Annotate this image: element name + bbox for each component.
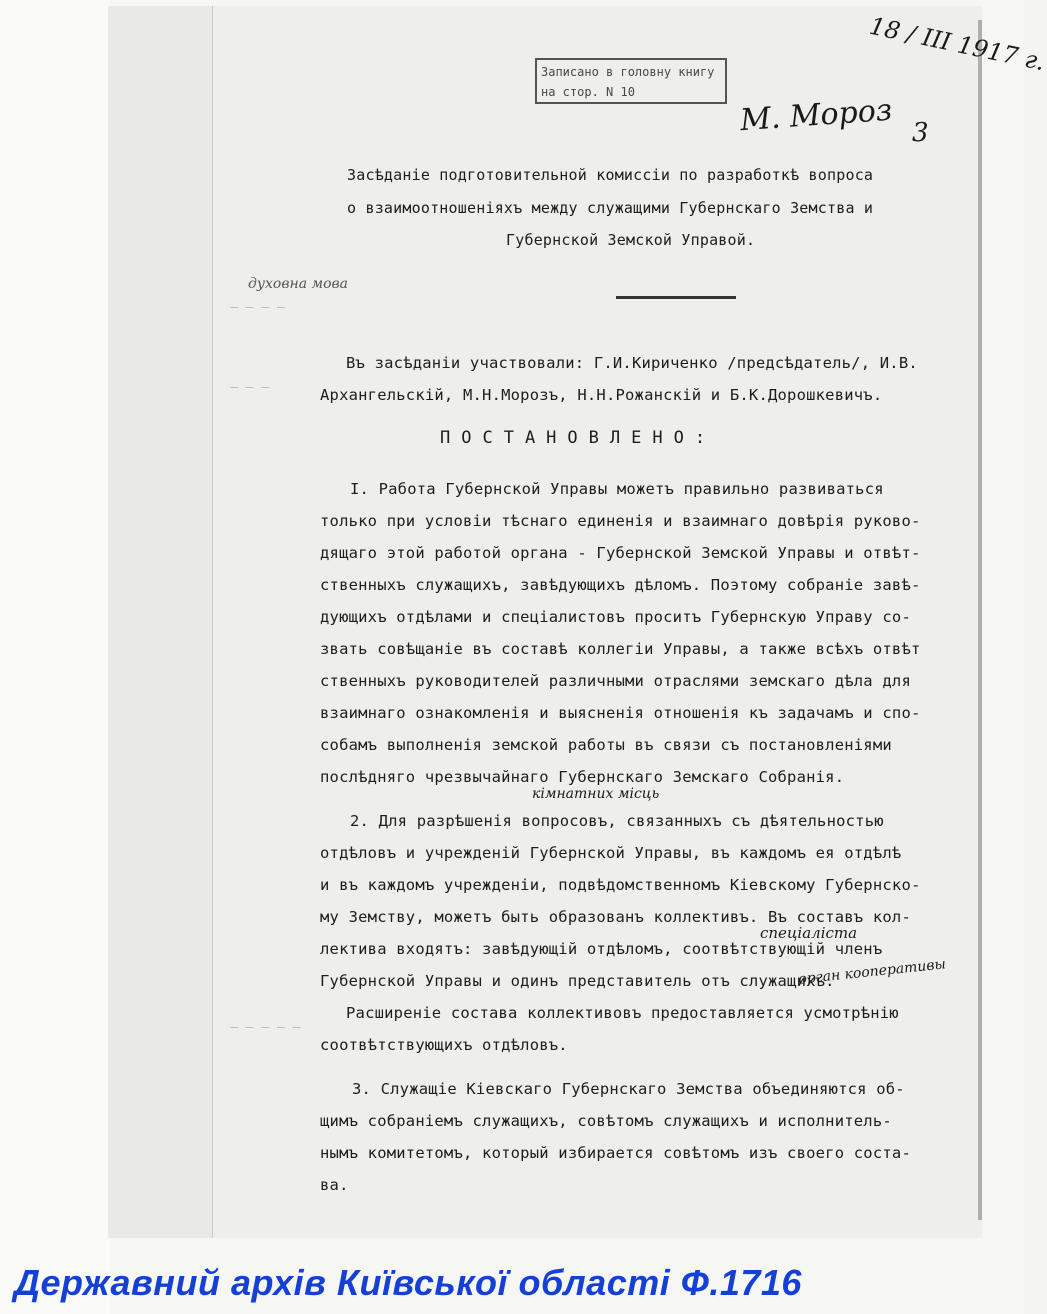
paragraph-2-line: Губернской Управы и одинъ представитель отъ служащихъ. xyxy=(320,972,835,990)
handwritten-signature: М. Мороз xyxy=(738,92,894,139)
handwritten-margin-note: духовна мова xyxy=(248,276,349,292)
participants-line: Архангельскій, М.Н.Морозъ, Н.Н.Рожанскій и Б.К.Дорошкевичъ. xyxy=(320,386,883,404)
paragraph-2-line: отдѣловъ и учрежденій Губернской Управы, въ каждомъ ея отдѣлѣ xyxy=(320,844,902,862)
handwritten-insert: орган кооперативы xyxy=(797,956,947,988)
paragraph-1-line: послѣдняго чрезвычайнаго Губернскаго Земскаго Собранія. xyxy=(320,768,845,786)
paragraph-2-line: му Земству, можетъ быть образованъ коллективъ. Въ составъ кол- xyxy=(320,908,911,926)
paragraph-1-line: ственныхъ руководителей различными отраслями земскаго дѣла для xyxy=(320,672,911,690)
paragraph-1-line: ственныхъ служащихъ, завѣдующихъ дѣломъ. Поэтому собраніе завѣ- xyxy=(320,576,921,594)
paragraph-2-line: 2. Для разрѣшенія вопросовъ, связанныхъ съ дѣятельностью xyxy=(350,812,884,830)
paragraph-1-line: только при условіи тѣснаго единенія и взаимнаго довѣрія руково- xyxy=(320,512,921,530)
handwritten-insert: кімнатних місць xyxy=(532,786,660,802)
bleed-through-text: — — — — — xyxy=(230,1020,301,1035)
archive-caption: Державний архів Київської області Ф.1716 xyxy=(14,1262,802,1303)
paragraph-1-line: I. Работа Губернской Управы можетъ правильно развиваться xyxy=(350,480,884,498)
paragraph-2-line: и въ каждомъ учрежденіи, подвѣдомственномъ Кіевскому Губернско- xyxy=(320,876,921,894)
paragraph-2-line: лектива входятъ: завѣдующій отдѣломъ, соотвѣтствующій членъ xyxy=(320,940,883,958)
paragraph-1-line: взаимнаго ознакомленія и выясненія отношенія къ задачамъ и спо- xyxy=(320,704,921,722)
paper-fold-strip xyxy=(108,6,213,1238)
paragraph-1-line: дящаго этой работой органа - Губернской Земской Управы и отвѣт- xyxy=(320,544,921,562)
document-title-line: Засѣданіе подготовительной комиссіи по разработкѣ вопроса xyxy=(347,166,874,184)
paragraph-3-line: щимъ собраніемъ служащихъ, совѣтомъ служащихъ и исполнитель- xyxy=(320,1112,892,1130)
handwritten-date: 18 / III 1917 г. xyxy=(867,11,1047,77)
document-title-line: о взаимоотношеніяхъ между служащими Губернскаго Земства и xyxy=(347,199,874,217)
stamp-line-2: на стор. N 10 xyxy=(541,85,635,99)
handwritten-sheet-number: 3 xyxy=(912,118,929,148)
bleed-through-text: — — — xyxy=(230,380,270,395)
handwritten-insert: спеціаліста xyxy=(760,924,858,942)
paragraph-1-line: звать совѣщаніе въ составѣ коллегіи Управы, а также всѣхъ отвѣт xyxy=(320,640,921,658)
paragraph-2-line: соотвѣтствующихъ отдѣловъ. xyxy=(320,1036,568,1054)
paragraph-1-line: собамъ выполненія земской работы въ связи съ постановленіями xyxy=(320,736,892,754)
scan-background xyxy=(0,0,110,1314)
stamp-line-1: Записано в головну книгу xyxy=(541,65,715,79)
document-title-line: Губернской Земской Управой. xyxy=(506,231,756,249)
bleed-through-text: — — — — xyxy=(230,300,285,315)
paper-edge-shadow xyxy=(978,20,982,1220)
paragraph-3-line: 3. Служащіе Кіевскаго Губернскаго Земства объединяются об- xyxy=(352,1080,905,1098)
registry-stamp xyxy=(535,58,727,104)
resolved-heading: ПОСТАНОВЛЕНО: xyxy=(440,428,717,448)
paragraph-1-line: дующихъ отдѣлами и спеціалистовъ проситъ Губернскую Управу со- xyxy=(320,608,911,626)
paragraph-3-line: ва. xyxy=(320,1176,349,1194)
participants-line: Въ засѣданіи участвовали: Г.И.Кириченко /предсѣдатель/, И.В. xyxy=(346,354,918,372)
paragraph-3-line: нымъ комитетомъ, который избирается совѣтомъ изъ своего соста- xyxy=(320,1144,911,1162)
paragraph-2-line: Расширеніе состава коллективовъ предоставляется усмотрѣнію xyxy=(346,1004,899,1022)
pen-stroke xyxy=(616,296,736,299)
